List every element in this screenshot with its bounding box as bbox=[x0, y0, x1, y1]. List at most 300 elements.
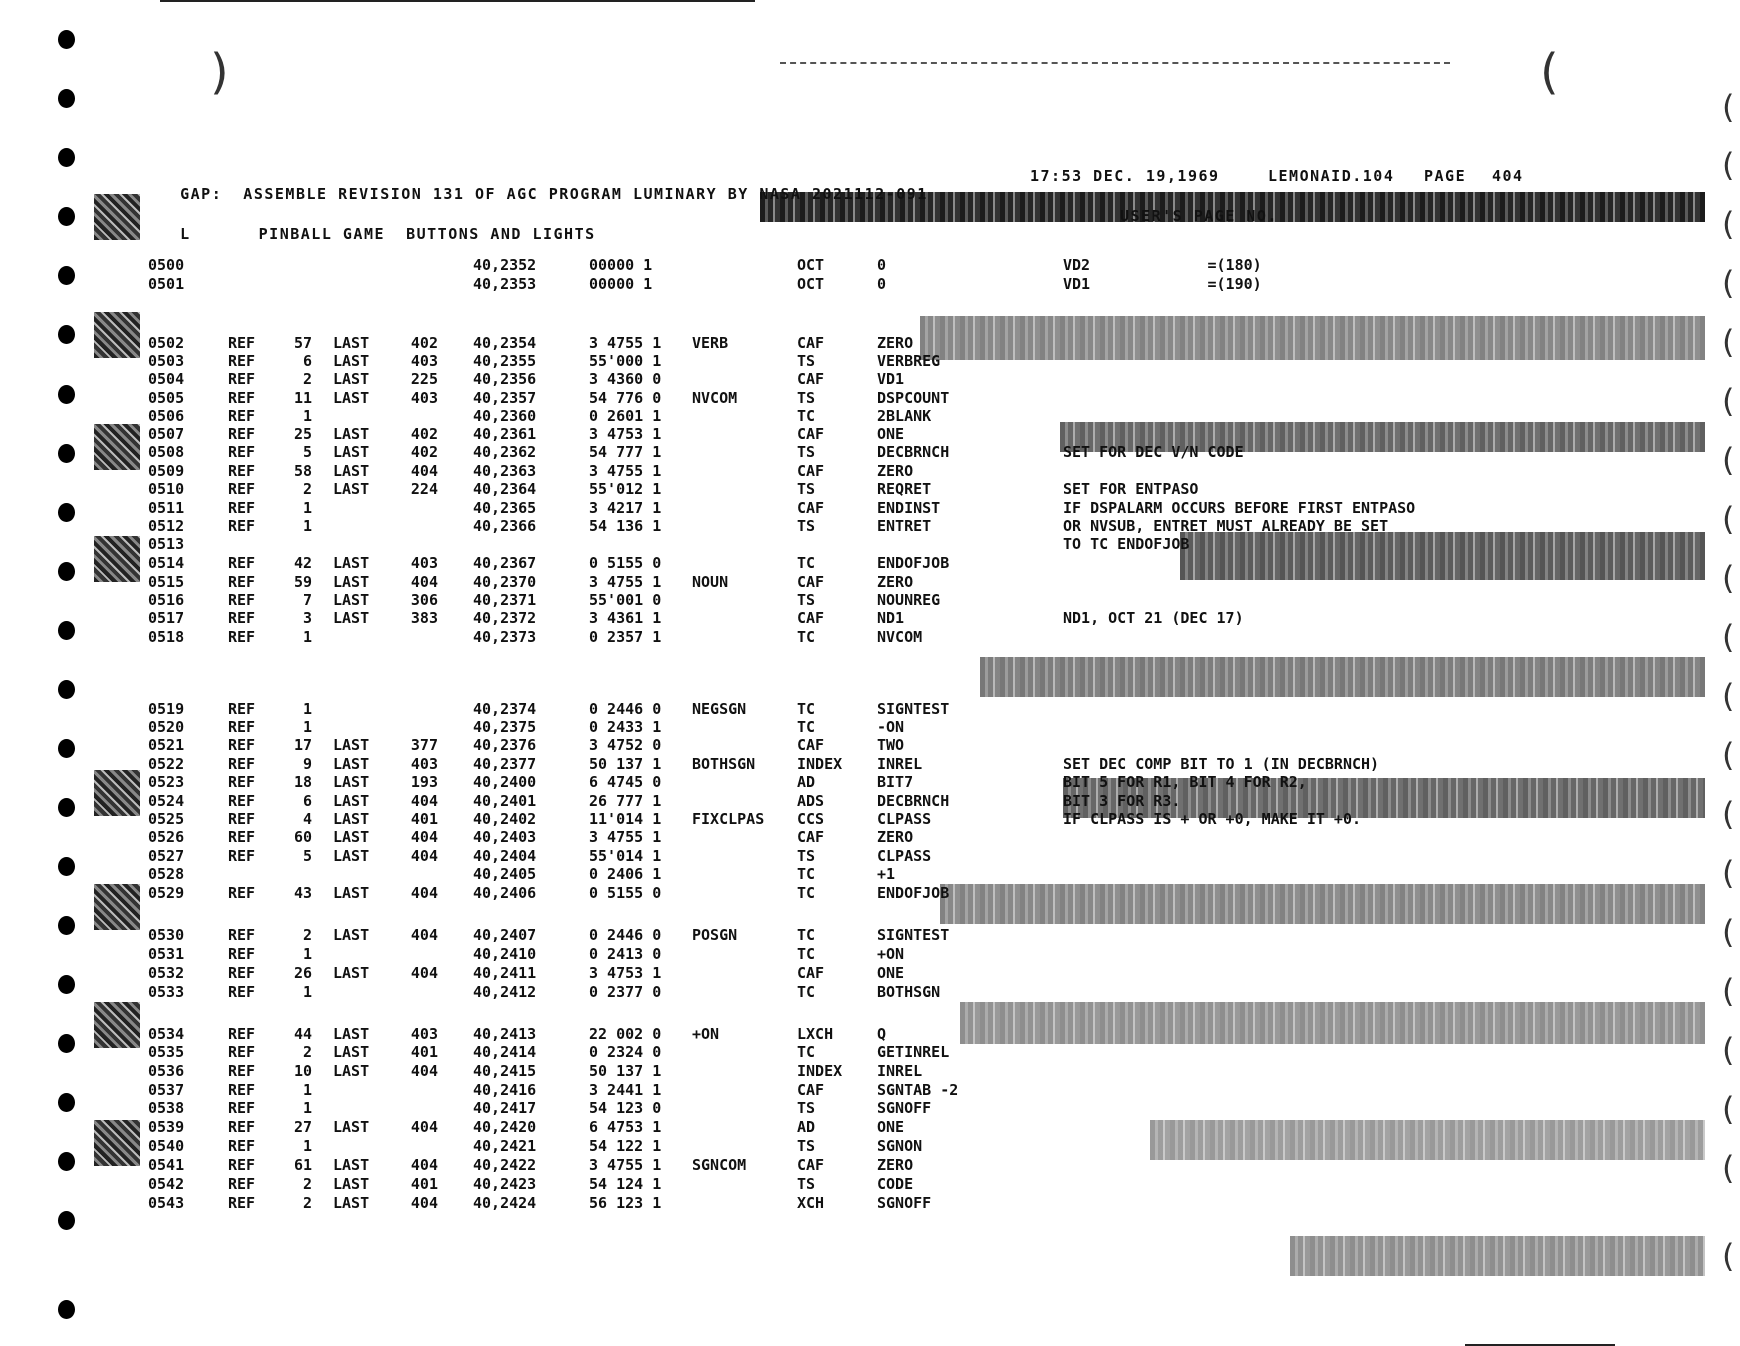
opcode: CAF bbox=[797, 828, 825, 846]
opcode: CAF bbox=[797, 1156, 825, 1174]
line-number: 0507 bbox=[148, 425, 185, 443]
dashed-rule bbox=[780, 62, 1450, 64]
operand: 2BLANK bbox=[877, 407, 932, 425]
line-number: 0502 bbox=[148, 334, 185, 352]
last-page: 401 bbox=[410, 810, 438, 828]
ref-count: 42 bbox=[293, 554, 312, 572]
ref-count: 26 bbox=[293, 964, 312, 982]
last-page: 404 bbox=[410, 847, 438, 865]
line-number: 0525 bbox=[148, 810, 185, 828]
last-marker: LAST bbox=[333, 443, 370, 461]
opcode: TC bbox=[797, 1043, 816, 1061]
line-number: 0500 bbox=[148, 256, 185, 274]
line-number: 0506 bbox=[148, 407, 185, 425]
ref-count: 61 bbox=[293, 1156, 312, 1174]
opcode: INDEX bbox=[797, 755, 843, 773]
last-page: 403 bbox=[410, 1025, 438, 1043]
octal-word: 50 137 1 bbox=[589, 755, 662, 773]
octal-word: 6 4745 0 bbox=[589, 773, 662, 791]
line-number: 0510 bbox=[148, 480, 185, 498]
line-number: 0541 bbox=[148, 1156, 185, 1174]
last-marker: LAST bbox=[333, 609, 370, 627]
line-number: 0511 bbox=[148, 499, 185, 517]
sprocket-hole bbox=[58, 1034, 75, 1053]
symbol-label: NEGSGN bbox=[692, 700, 747, 718]
last-page: 404 bbox=[410, 884, 438, 902]
operand: ZERO bbox=[877, 1156, 914, 1174]
ref-count: 1 bbox=[302, 1099, 312, 1117]
opcode: CAF bbox=[797, 334, 825, 352]
line-number: 0526 bbox=[148, 828, 185, 846]
section-title: PINBALL GAME BUTTONS AND LIGHTS bbox=[258, 225, 596, 243]
octal-word: 54 124 1 bbox=[589, 1175, 662, 1193]
last-page: 404 bbox=[410, 926, 438, 944]
ref-marker: REF bbox=[228, 983, 256, 1001]
ref-marker: REF bbox=[228, 926, 256, 944]
comment: OR NVSUB, ENTRET MUST ALREADY BE SET bbox=[1063, 517, 1389, 535]
ref-marker: REF bbox=[228, 1062, 256, 1080]
address: 40,2376 bbox=[473, 736, 537, 754]
ref-marker: REF bbox=[228, 517, 256, 535]
print-smudge bbox=[1180, 532, 1705, 580]
octal-word: 54 136 1 bbox=[589, 517, 662, 535]
ref-count: 2 bbox=[302, 1194, 312, 1212]
address: 40,2420 bbox=[473, 1118, 537, 1136]
print-smudge bbox=[940, 884, 1705, 924]
page-label: PAGE bbox=[1424, 167, 1467, 185]
operand: INREL bbox=[877, 1062, 923, 1080]
user-page-label: USER'S PAGE NO. bbox=[1120, 207, 1278, 225]
last-marker: LAST bbox=[333, 884, 370, 902]
opcode: TS bbox=[797, 1099, 816, 1117]
comment: IF CLPASS IS + OR +0, MAKE IT +0. bbox=[1063, 810, 1362, 828]
line-number: 0521 bbox=[148, 736, 185, 754]
operand: CLPASS bbox=[877, 810, 932, 828]
line-number: 0524 bbox=[148, 792, 185, 810]
ref-count: 2 bbox=[302, 1175, 312, 1193]
ref-marker: REF bbox=[228, 573, 256, 591]
ref-count: 17 bbox=[293, 736, 312, 754]
sprocket-hole bbox=[58, 857, 75, 876]
last-page: 404 bbox=[410, 1156, 438, 1174]
print-smudge bbox=[980, 657, 1705, 697]
paper-mark: ( bbox=[1722, 795, 1735, 833]
last-page: 404 bbox=[410, 792, 438, 810]
symbol-label: +ON bbox=[692, 1025, 720, 1043]
line-number: 0518 bbox=[148, 628, 185, 646]
comment: BIT 5 FOR R1, BIT 4 FOR R2, bbox=[1063, 773, 1307, 791]
octal-word: 55'000 1 bbox=[589, 352, 662, 370]
line-number: 0535 bbox=[148, 1043, 185, 1061]
print-smudge bbox=[94, 312, 140, 358]
operand: SIGNTEST bbox=[877, 700, 950, 718]
print-smudge bbox=[1290, 1236, 1705, 1276]
line-number: 0509 bbox=[148, 462, 185, 480]
last-page: 404 bbox=[410, 573, 438, 591]
last-page: 306 bbox=[410, 591, 438, 609]
operand: ENDOFJOB bbox=[877, 554, 950, 572]
ref-marker: REF bbox=[228, 828, 256, 846]
ref-marker: REF bbox=[228, 1194, 256, 1212]
operand: ZERO bbox=[877, 828, 914, 846]
ref-count: 1 bbox=[302, 700, 312, 718]
last-page: 401 bbox=[410, 1175, 438, 1193]
opcode: XCH bbox=[797, 1194, 825, 1212]
octal-word: 00000 1 bbox=[589, 256, 653, 274]
paper-mark: ( bbox=[1722, 146, 1735, 184]
paper-mark: ( bbox=[1722, 441, 1735, 479]
last-marker: LAST bbox=[333, 810, 370, 828]
print-smudge bbox=[94, 194, 140, 240]
opcode: CAF bbox=[797, 1081, 825, 1099]
last-page: 404 bbox=[410, 462, 438, 480]
octal-word: 3 4752 0 bbox=[589, 736, 662, 754]
octal-word: 55'012 1 bbox=[589, 480, 662, 498]
octal-word: 6 4753 1 bbox=[589, 1118, 662, 1136]
last-marker: LAST bbox=[333, 792, 370, 810]
last-page: 404 bbox=[410, 828, 438, 846]
last-marker: LAST bbox=[333, 847, 370, 865]
octal-word: 56 123 1 bbox=[589, 1194, 662, 1212]
line-number: 0542 bbox=[148, 1175, 185, 1193]
ref-marker: REF bbox=[228, 1137, 256, 1155]
address: 40,2361 bbox=[473, 425, 537, 443]
ref-marker: REF bbox=[228, 1175, 256, 1193]
symbol-label: POSGN bbox=[692, 926, 738, 944]
comment: BIT 3 FOR R3. bbox=[1063, 792, 1181, 810]
sprocket-hole bbox=[58, 798, 75, 817]
ref-count: 25 bbox=[293, 425, 312, 443]
operand: SGNON bbox=[877, 1137, 923, 1155]
operand: -ON bbox=[877, 718, 905, 736]
paper-mark: ( bbox=[1722, 972, 1735, 1010]
opcode: CAF bbox=[797, 609, 825, 627]
ref-count: 4 bbox=[302, 810, 312, 828]
octal-word: 00000 1 bbox=[589, 275, 653, 293]
opcode: TC bbox=[797, 407, 816, 425]
line-number: 0529 bbox=[148, 884, 185, 902]
address: 40,2407 bbox=[473, 926, 537, 944]
sprocket-hole bbox=[58, 325, 75, 344]
last-page: 401 bbox=[410, 1043, 438, 1061]
paper-mark: ( bbox=[1722, 1090, 1735, 1128]
top-rule bbox=[160, 0, 755, 2]
last-page: 377 bbox=[410, 736, 438, 754]
ref-marker: REF bbox=[228, 609, 256, 627]
line-number: 0531 bbox=[148, 945, 185, 963]
ref-count: 2 bbox=[302, 370, 312, 388]
sprocket-hole bbox=[58, 89, 75, 108]
print-smudge bbox=[1150, 1120, 1705, 1160]
operand: CODE bbox=[877, 1175, 914, 1193]
ref-marker: REF bbox=[228, 591, 256, 609]
opcode: TS bbox=[797, 389, 816, 407]
address: 40,2375 bbox=[473, 718, 537, 736]
octal-word: 3 4217 1 bbox=[589, 499, 662, 517]
operand: SIGNTEST bbox=[877, 926, 950, 944]
symbol-label: NVCOM bbox=[692, 389, 738, 407]
line-number: 0504 bbox=[148, 370, 185, 388]
opcode: TS bbox=[797, 480, 816, 498]
last-marker: LAST bbox=[333, 755, 370, 773]
paper-mark: ( bbox=[1722, 854, 1735, 892]
sprocket-hole bbox=[58, 503, 75, 522]
print-smudge bbox=[94, 1120, 140, 1166]
ref-marker: REF bbox=[228, 370, 256, 388]
comment: VD1 =(190) bbox=[1063, 275, 1262, 293]
operand: GETINREL bbox=[877, 1043, 950, 1061]
last-page: 402 bbox=[410, 443, 438, 461]
ref-count: 6 bbox=[302, 352, 312, 370]
address: 40,2352 bbox=[473, 256, 537, 274]
operand: ENDOFJOB bbox=[877, 884, 950, 902]
operand: CLPASS bbox=[877, 847, 932, 865]
line-number: 0528 bbox=[148, 865, 185, 883]
print-smudge bbox=[94, 536, 140, 582]
operand: BOTHSGN bbox=[877, 983, 941, 1001]
ref-count: 1 bbox=[302, 517, 312, 535]
sprocket-hole bbox=[58, 562, 75, 581]
operand: DECBRNCH bbox=[877, 443, 950, 461]
last-marker: LAST bbox=[333, 964, 370, 982]
ref-count: 60 bbox=[293, 828, 312, 846]
sprocket-hole bbox=[58, 148, 75, 167]
octal-word: 3 4360 0 bbox=[589, 370, 662, 388]
operand: ENDINST bbox=[877, 499, 941, 517]
ref-marker: REF bbox=[228, 945, 256, 963]
sprocket-hole bbox=[58, 30, 75, 49]
octal-word: 50 137 1 bbox=[589, 1062, 662, 1080]
operand: INREL bbox=[877, 755, 923, 773]
ref-marker: REF bbox=[228, 628, 256, 646]
address: 40,2366 bbox=[473, 517, 537, 535]
address: 40,2415 bbox=[473, 1062, 537, 1080]
paper-mark: ( bbox=[1722, 618, 1735, 656]
ref-count: 6 bbox=[302, 792, 312, 810]
ref-count: 1 bbox=[302, 718, 312, 736]
address: 40,2371 bbox=[473, 591, 537, 609]
section-marker: L bbox=[180, 225, 191, 243]
address: 40,2421 bbox=[473, 1137, 537, 1155]
sprocket-hole bbox=[58, 444, 75, 463]
address: 40,2365 bbox=[473, 499, 537, 517]
operand: ND1 bbox=[877, 609, 905, 627]
ref-count: 2 bbox=[302, 926, 312, 944]
line-number: 0539 bbox=[148, 1118, 185, 1136]
opcode: CAF bbox=[797, 964, 825, 982]
line-number: 0537 bbox=[148, 1081, 185, 1099]
ref-marker: REF bbox=[228, 407, 256, 425]
ref-marker: REF bbox=[228, 736, 256, 754]
ref-count: 18 bbox=[293, 773, 312, 791]
address: 40,2364 bbox=[473, 480, 537, 498]
address: 40,2401 bbox=[473, 792, 537, 810]
opcode: TC bbox=[797, 554, 816, 572]
operand: TWO bbox=[877, 736, 905, 754]
operand: ZERO bbox=[877, 462, 914, 480]
opcode: AD bbox=[797, 773, 816, 791]
ref-count: 1 bbox=[302, 1081, 312, 1099]
octal-word: 0 2433 1 bbox=[589, 718, 662, 736]
ref-count: 3 bbox=[302, 609, 312, 627]
program-line: GAP: ASSEMBLE REVISION 131 OF AGC PROGRAM LUMINARY BY NASA 2021112-091 bbox=[180, 185, 928, 203]
address: 40,2403 bbox=[473, 828, 537, 846]
ref-count: 9 bbox=[302, 755, 312, 773]
line-number: 0513 bbox=[148, 535, 185, 553]
octal-word: 0 2406 1 bbox=[589, 865, 662, 883]
sprocket-hole bbox=[58, 385, 75, 404]
opcode: TS bbox=[797, 517, 816, 535]
octal-word: 3 4755 1 bbox=[589, 1156, 662, 1174]
octal-word: 3 4753 1 bbox=[589, 964, 662, 982]
address: 40,2405 bbox=[473, 865, 537, 883]
sprocket-hole bbox=[58, 916, 75, 935]
octal-word: 55'014 1 bbox=[589, 847, 662, 865]
last-page: 225 bbox=[410, 370, 438, 388]
ref-marker: REF bbox=[228, 847, 256, 865]
address: 40,2354 bbox=[473, 334, 537, 352]
line-number: 0532 bbox=[148, 964, 185, 982]
operand: DSPCOUNT bbox=[877, 389, 950, 407]
ref-count: 57 bbox=[293, 334, 312, 352]
opcode: AD bbox=[797, 1118, 816, 1136]
comment: TO TC ENDOFJOB bbox=[1063, 535, 1190, 553]
address: 40,2424 bbox=[473, 1194, 537, 1212]
job-name: LEMONAID.104 bbox=[1268, 167, 1395, 185]
ref-count: 59 bbox=[293, 573, 312, 591]
sprocket-hole bbox=[58, 621, 75, 640]
ref-marker: REF bbox=[228, 700, 256, 718]
print-smudge bbox=[920, 316, 1705, 360]
last-marker: LAST bbox=[333, 1156, 370, 1174]
octal-word: 22 002 0 bbox=[589, 1025, 662, 1043]
opcode: TC bbox=[797, 884, 816, 902]
line-number: 0536 bbox=[148, 1062, 185, 1080]
ref-count: 2 bbox=[302, 1043, 312, 1061]
ref-marker: REF bbox=[228, 773, 256, 791]
line-number: 0538 bbox=[148, 1099, 185, 1117]
opcode: TC bbox=[797, 926, 816, 944]
operand: VERBREG bbox=[877, 352, 941, 370]
opcode: CAF bbox=[797, 573, 825, 591]
print-smudge bbox=[960, 1002, 1705, 1044]
paper-mark: ( bbox=[1722, 1149, 1735, 1187]
ref-count: 5 bbox=[302, 847, 312, 865]
ref-marker: REF bbox=[228, 755, 256, 773]
ref-marker: REF bbox=[228, 884, 256, 902]
octal-word: 3 2441 1 bbox=[589, 1081, 662, 1099]
octal-word: 3 4361 1 bbox=[589, 609, 662, 627]
operand: ONE bbox=[877, 1118, 905, 1136]
last-page: 224 bbox=[410, 480, 438, 498]
octal-word: 0 2601 1 bbox=[589, 407, 662, 425]
opcode: TC bbox=[797, 628, 816, 646]
ref-count: 1 bbox=[302, 499, 312, 517]
ref-marker: REF bbox=[228, 1118, 256, 1136]
last-page: 404 bbox=[410, 964, 438, 982]
last-marker: LAST bbox=[333, 828, 370, 846]
address: 40,2412 bbox=[473, 983, 537, 1001]
operand: BIT7 bbox=[877, 773, 914, 791]
octal-word: 54 777 1 bbox=[589, 443, 662, 461]
comment: SET DEC COMP BIT TO 1 (IN DECBRNCH) bbox=[1063, 755, 1380, 773]
address: 40,2356 bbox=[473, 370, 537, 388]
ref-marker: REF bbox=[228, 499, 256, 517]
opcode: INDEX bbox=[797, 1062, 843, 1080]
sprocket-hole bbox=[58, 680, 75, 699]
octal-word: 3 4755 1 bbox=[589, 462, 662, 480]
operand: +ON bbox=[877, 945, 905, 963]
ref-count: 11 bbox=[293, 389, 312, 407]
address: 40,2417 bbox=[473, 1099, 537, 1117]
octal-word: 0 2377 0 bbox=[589, 983, 662, 1001]
paper-mark: ) bbox=[210, 44, 229, 100]
octal-word: 0 5155 0 bbox=[589, 554, 662, 572]
operand: ENTRET bbox=[877, 517, 932, 535]
sprocket-hole bbox=[58, 975, 75, 994]
symbol-label: FIXCLPAS bbox=[692, 810, 765, 828]
ref-marker: REF bbox=[228, 1081, 256, 1099]
last-page: 403 bbox=[410, 554, 438, 572]
ref-marker: REF bbox=[228, 443, 256, 461]
sprocket-hole bbox=[58, 739, 75, 758]
operand: NVCOM bbox=[877, 628, 923, 646]
opcode: LXCH bbox=[797, 1025, 834, 1043]
sprocket-hole bbox=[58, 1211, 75, 1230]
symbol-label: SGNCOM bbox=[692, 1156, 747, 1174]
sprocket-hole bbox=[58, 266, 75, 285]
print-smudge bbox=[94, 424, 140, 470]
operand: +1 bbox=[877, 865, 896, 883]
address: 40,2363 bbox=[473, 462, 537, 480]
symbol-label: VERB bbox=[692, 334, 729, 352]
ref-marker: REF bbox=[228, 425, 256, 443]
paper-mark: ( bbox=[1722, 559, 1735, 597]
sprocket-hole bbox=[58, 1300, 75, 1319]
last-page: 193 bbox=[410, 773, 438, 791]
opcode: TC bbox=[797, 865, 816, 883]
comment: SET FOR ENTPASO bbox=[1063, 480, 1199, 498]
opcode: TS bbox=[797, 591, 816, 609]
operand: ONE bbox=[877, 425, 905, 443]
ref-count: 27 bbox=[293, 1118, 312, 1136]
ref-count: 1 bbox=[302, 983, 312, 1001]
paper-mark: ( bbox=[1722, 500, 1735, 538]
address: 40,2416 bbox=[473, 1081, 537, 1099]
last-page: 403 bbox=[410, 755, 438, 773]
ref-count: 44 bbox=[293, 1025, 312, 1043]
ref-marker: REF bbox=[228, 1043, 256, 1061]
operand: Q bbox=[877, 1025, 887, 1043]
line-number: 0505 bbox=[148, 389, 185, 407]
sprocket-hole bbox=[58, 1152, 75, 1171]
address: 40,2400 bbox=[473, 773, 537, 791]
print-timestamp: 17:53 DEC. 19,1969 bbox=[1030, 167, 1220, 185]
octal-word: 0 5155 0 bbox=[589, 884, 662, 902]
ref-count: 1 bbox=[302, 1137, 312, 1155]
line-number: 0527 bbox=[148, 847, 185, 865]
line-number: 0515 bbox=[148, 573, 185, 591]
opcode: TS bbox=[797, 1137, 816, 1155]
line-number: 0503 bbox=[148, 352, 185, 370]
line-number: 0512 bbox=[148, 517, 185, 535]
octal-word: 54 776 0 bbox=[589, 389, 662, 407]
address: 40,2355 bbox=[473, 352, 537, 370]
last-marker: LAST bbox=[333, 1194, 370, 1212]
paper-mark: ( bbox=[1722, 205, 1735, 243]
print-smudge bbox=[94, 884, 140, 930]
line-number: 0519 bbox=[148, 700, 185, 718]
